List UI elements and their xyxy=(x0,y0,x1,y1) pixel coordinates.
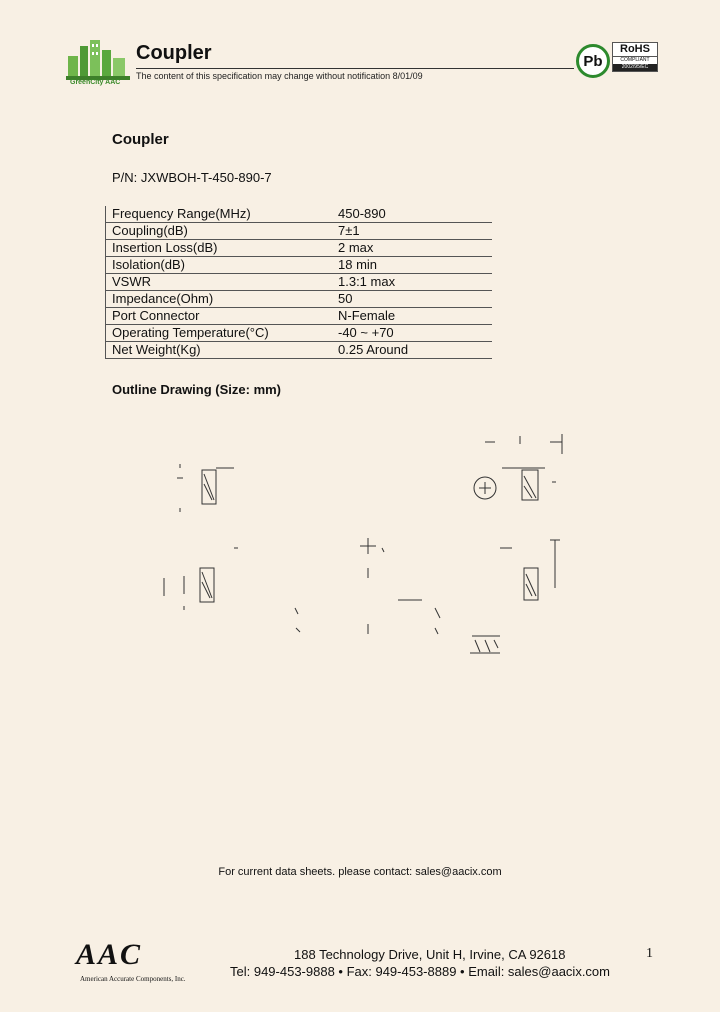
spec-value: 2 max xyxy=(332,240,492,257)
spec-value: 50 xyxy=(332,291,492,308)
spec-value: N-Female xyxy=(332,308,492,325)
spec-table xyxy=(105,206,492,359)
header-divider xyxy=(136,68,574,69)
spec-value: 450-890 xyxy=(332,206,492,223)
page-number: 1 xyxy=(646,946,653,961)
aac-logo: AAC xyxy=(76,938,143,971)
outline-drawing xyxy=(150,428,580,668)
table-row xyxy=(106,274,493,291)
spec-value: 0.25 Around xyxy=(332,342,492,359)
spec-param: Frequency Range(MHz) xyxy=(106,206,333,223)
table-row xyxy=(106,342,493,359)
spec-param: Isolation(dB) xyxy=(106,257,333,274)
spec-change-notice: The content of this specification may change without notification 8/01/09 xyxy=(136,71,423,81)
company-address: 188 Technology Drive, Unit H, Irvine, CA 92618 xyxy=(294,947,566,962)
spec-param: VSWR xyxy=(106,274,333,291)
contact-note: For current data sheets. please contact: sales@aacix.com xyxy=(218,866,502,878)
section-title: Coupler xyxy=(112,131,169,148)
table-row xyxy=(106,240,493,257)
table-row xyxy=(106,325,493,342)
spec-param: Port Connector xyxy=(106,308,333,325)
spec-param: Net Weight(Kg) xyxy=(106,342,333,359)
table-row xyxy=(106,223,493,240)
rohs-status: COMPLIANT xyxy=(613,56,657,64)
table-row xyxy=(106,206,493,223)
document-title: Coupler xyxy=(136,42,212,64)
part-number: P/N: JXWBOH-T-450-890-7 xyxy=(112,170,272,185)
spec-param: Operating Temperature(°C) xyxy=(106,325,333,342)
spec-value: -40 ~ +70 xyxy=(332,325,492,342)
pb-badge-label: Pb xyxy=(583,52,603,70)
spec-param: Insertion Loss(dB) xyxy=(106,240,333,257)
outline-drawing-title: Outline Drawing (Size: mm) xyxy=(112,382,282,397)
company-name: American Accurate Components, Inc. xyxy=(80,975,186,983)
spec-param: Impedance(Ohm) xyxy=(106,291,333,308)
rohs-directive: 2002/95/EC xyxy=(613,64,657,71)
spec-value: 7±1 xyxy=(332,223,492,240)
table-row xyxy=(106,308,493,325)
spec-value: 1.3:1 max xyxy=(332,274,492,291)
table-row xyxy=(106,257,493,274)
rohs-label: RoHS xyxy=(620,43,650,55)
logo-text: GreenCity AAC xyxy=(70,79,121,86)
spec-param: Coupling(dB) xyxy=(106,223,333,240)
rohs-badge xyxy=(612,42,658,72)
lead-free-badge xyxy=(576,44,610,78)
company-contact-line: Tel: 949-453-9888 • Fax: 949-453-8889 • Email: sales@aacix.com xyxy=(230,964,610,979)
outline-drawing-figure xyxy=(150,428,580,668)
spec-value: 18 min xyxy=(332,257,492,274)
table-row xyxy=(106,291,493,308)
